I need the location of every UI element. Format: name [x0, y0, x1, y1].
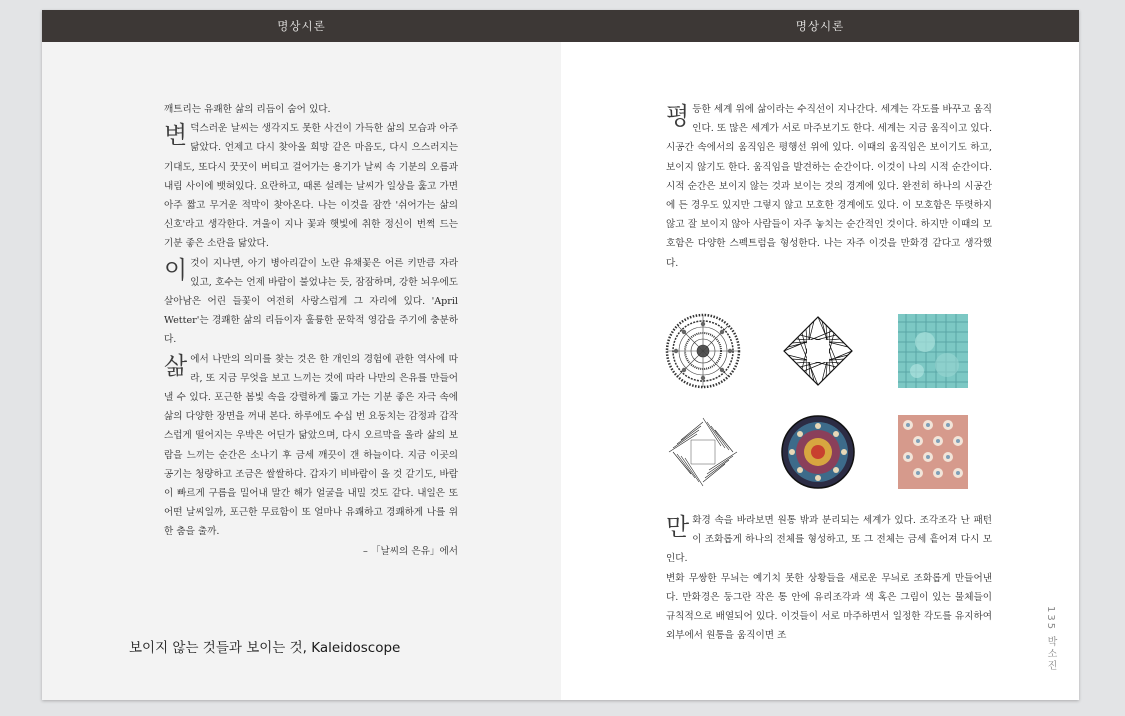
- drop-cap: 이: [164, 255, 188, 284]
- paragraph-text: 화경 속을 바라보면 원통 밖과 분리되는 세계가 있다. 조각조각 난 패턴이 조화롭게 하나의 전체를 형성하고, 또 그 전체는 금세 흩어져 다시 모인다.: [666, 515, 992, 565]
- drop-cap: 변: [164, 121, 188, 150]
- tile-pattern-image: [895, 408, 971, 496]
- paragraph: [164, 350, 458, 542]
- book-title: 보이지 않는 것들과 보이는 것, Kaleidoscope: [129, 640, 401, 656]
- paragraph: [164, 254, 458, 350]
- book-spread: [42, 10, 1079, 700]
- attribution: – 「날씨의 은유」에서: [363, 545, 458, 557]
- paragraph-text: 덕스러운 날씨는 생각지도 못한 사건이 가득한 삶의 모습과 아주 닮았다. 언제고 다시 찾아올 희망 같은 마음도, 다시 으스러지는 기대도, 또다시 꿋꿋이 버티고 걸어가는 용기가 날씨 속 기분의 오름과 내림 사이에 뱃혀있다. 요란하고, 때론 설레는 날씨가 일상을 훑고 가면 아주 짧고 무거운 적막이 찾아온다. 나는 이것을 잠깐 '쉬어가는 삶의 신호'라고 생각한다. 겨울이 지나 꽃과 햇빛에 취한 정신이 번쩍 드는 기분 좋은 소란을 닮았다.: [164, 123, 458, 250]
- drop-cap: 만: [666, 513, 690, 541]
- paragraph: [164, 119, 458, 253]
- running-head-label: 명상시론: [795, 19, 845, 33]
- string-art-square-image: [780, 307, 856, 395]
- kaleidoscope-circle-image: [780, 408, 856, 496]
- left-page-body: [164, 100, 458, 561]
- right-page-body-top: [666, 100, 992, 273]
- paragraph-text: 등한 세계 위에 삶이라는 수직선이 지나간다. 세계는 각도를 바꾸고 움직인다. 또 많은 세계가 서로 마주보기도 한다. 세계는 지금 움직이고 있다. 시공간 속에서의 움직임은 평행선 위에 있다. 이때의 움직임은 보이기도 하고, 보이지 않기도 한다. 움직임을 발견하는 순간이다. 이것이 나의 시적 순간이다. 시적 순간은 보이지 않는 것과 보이는 것의 경계에 있다. 완전히 하나의 시공간에 든 경우도 있지만 그렇지 않고 모호한 경계에도 있다. 이 모호함은 뚜렷하지 않고 잘 보이지 않아 사람들이 자주 놓치는 순간적인 것이다. 하지만 이때의 모호함은 다양한 스펙트럼을 형성한다. 나는 자주 이것을 만화경 같다고 생각했다.: [666, 104, 992, 269]
- running-head-right: [561, 10, 1079, 42]
- paragraph-text: 에서 나만의 의미를 찾는 것은 한 개인의 경험에 관한 역사에 따라, 또 지금 무엇을 보고 느끼는 것에 따라 나만의 은유를 만들어낼 수 있다. 포근한 봄빛 속을 강렬하게 뚫고 가는 기분 좋은 자극 속에 삶의 다양한 장면을 꺼내 본다. 하루에도 수십 번 요동치는 감정과 갑작스럽게 떨어지는 우박은 어딘가 닮았으며, 다시 오르막을 올라 삶의 보람을 느끼는 순간은 소나기 후 금세 깨끗이 갠 하늘이다. 지금 이곳의 공기는 청량하고 조금은 쌀쌀하다. 갑자기 비바람이 올 것 같기도, 바람이 빠르게 구름을 밀어내 말간 해가 얼굴을 내밀 것도 같다. 내일은 또 어떤 날씨일까, 포근한 무료함이 또 얼마나 유쾌하고 경쾌하게 나를 위한 춤을 출까.: [164, 353, 458, 538]
- running-head-left: [42, 10, 561, 42]
- paragraph: [666, 100, 992, 273]
- mandala-pattern-image: [665, 307, 741, 395]
- drop-cap: 평: [666, 102, 690, 130]
- drop-cap: 삶: [164, 351, 188, 380]
- teal-texture-tile-image: [895, 307, 971, 395]
- left-page: [42, 10, 561, 700]
- paragraph-text: 변화 무쌍한 무늬는 예기치 못한 상황들을 새로운 무늬로 조화롭게 만들어낸다. 만화경은 둥그란 작은 통 안에 유리조각과 색 혹은 그림이 있는 물체들이 규칙적으로 배열되어 있다. 이것들이 서로 마주하면서 일정한 각도를 유지하여 외부에서 원통을 움직이면 조: [666, 572, 992, 642]
- right-page: [561, 10, 1079, 700]
- paragraph: [666, 569, 992, 646]
- paragraph-text: 것이 지나면, 아기 병아리같이 노란 유채꽃은 어른 키만큼 자라 있고, 호수는 언제 바람이 불었냐는 듯, 잠잠하며, 강한 뇌우에도 살아남은 어린 들꽃이 여전히 사랑스럽게 그 자리에 있다. 'April Wetter'는 경쾌한 삶의 리듬이자 훌륭한 문학적 영감을 주기에 충분하다.: [164, 257, 458, 346]
- running-head-label: 명상시론: [277, 19, 326, 33]
- folio-page-number: 135 박소진: [1045, 606, 1056, 673]
- paragraph-text: 깨트리는 유쾌한 삶의 리듬이 숨어 있다.: [164, 104, 331, 115]
- string-art-star-image: [665, 408, 741, 496]
- right-page-body-bottom: [666, 511, 992, 645]
- paragraph: [164, 100, 458, 119]
- paragraph: [666, 511, 992, 569]
